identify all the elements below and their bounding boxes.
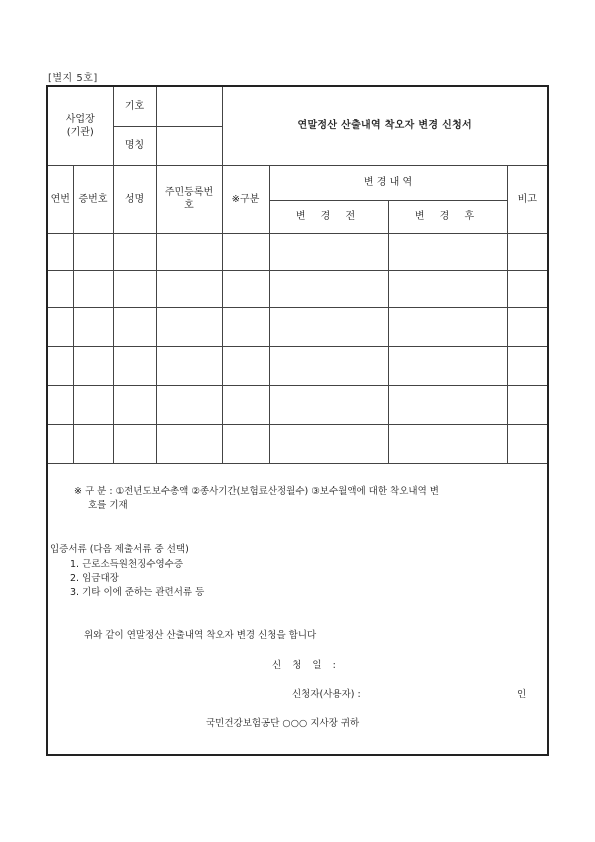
cell-type[interactable] [222, 385, 269, 424]
cell-rrn[interactable] [156, 346, 222, 385]
table-row [48, 270, 547, 307]
cell-after[interactable] [388, 270, 507, 307]
cell-type[interactable] [222, 307, 269, 346]
cell-before[interactable] [269, 233, 388, 270]
cell-rrn[interactable] [156, 424, 222, 463]
name-label: 명칭 [113, 126, 156, 165]
list-item: 2. 임금대장 [70, 573, 119, 584]
application-date-label: 신 청 일 : [272, 660, 340, 671]
cell-after[interactable] [388, 385, 507, 424]
cell-seq[interactable] [48, 270, 73, 307]
cell-rrn[interactable] [156, 307, 222, 346]
cell-type[interactable] [222, 233, 269, 270]
cell-seq[interactable] [48, 424, 73, 463]
cell-rrn[interactable] [156, 270, 222, 307]
cell-before[interactable] [269, 307, 388, 346]
cell-before[interactable] [269, 346, 388, 385]
code-value[interactable] [156, 87, 222, 126]
cell-type[interactable] [222, 424, 269, 463]
col-type: ※구분 [222, 165, 269, 233]
type-legend-line1: ※ 구 분 : ①전년도보수총액 ②종사기간(보험료산정월수) ③보수월액에 대한 착오내역 변 [74, 486, 439, 497]
table-row [48, 385, 547, 424]
cell-type[interactable] [222, 346, 269, 385]
addressee: 국민건강보험공단 ○○○ 지사장 귀하 [206, 718, 360, 729]
cell-rrn[interactable] [156, 385, 222, 424]
form-table [48, 87, 547, 464]
cell-name[interactable] [113, 385, 156, 424]
cell-cert[interactable] [73, 346, 113, 385]
table-row [48, 346, 547, 385]
col-after: 변 경 후 [388, 200, 507, 233]
cell-name[interactable] [113, 307, 156, 346]
applicant-label: 신청자(사용자) : [292, 689, 361, 700]
workplace-label-cell [48, 87, 113, 165]
cell-remarks[interactable] [507, 270, 547, 307]
cell-after[interactable] [388, 307, 507, 346]
cell-remarks[interactable] [507, 385, 547, 424]
cell-remarks[interactable] [507, 307, 547, 346]
cell-rrn[interactable] [156, 233, 222, 270]
table-row [48, 424, 547, 463]
cell-after[interactable] [388, 233, 507, 270]
code-label: 기호 [113, 87, 156, 126]
type-legend [74, 485, 540, 513]
seal-label: 인 [517, 689, 527, 700]
cell-remarks[interactable] [507, 424, 547, 463]
cell-seq[interactable] [48, 233, 73, 270]
table-row [48, 307, 547, 346]
col-before: 변 경 전 [269, 200, 388, 233]
cell-name[interactable] [113, 233, 156, 270]
col-changes: 변 경 내 역 [269, 165, 507, 200]
cell-remarks[interactable] [507, 346, 547, 385]
cell-cert[interactable] [73, 233, 113, 270]
col-cert: 증번호 [73, 165, 113, 233]
cell-after[interactable] [388, 424, 507, 463]
col-seq: 연번 [48, 165, 73, 233]
col-name: 성명 [113, 165, 156, 233]
cell-type[interactable] [222, 270, 269, 307]
cell-seq[interactable] [48, 346, 73, 385]
supporting-docs-list [70, 558, 204, 600]
list-item: 3. 기타 이에 준하는 관련서류 등 [70, 587, 205, 598]
workplace-label-sub: (기관) [66, 126, 94, 138]
supporting-docs-title: 입증서류 (다음 제출서류 중 선택) [50, 544, 189, 555]
cell-cert[interactable] [73, 424, 113, 463]
cell-seq[interactable] [48, 385, 73, 424]
table-row [48, 233, 547, 270]
cell-name[interactable] [113, 424, 156, 463]
name-value[interactable] [156, 126, 222, 165]
workplace-label: 사업장 [65, 113, 95, 125]
col-rrn: 주민등록번호 [156, 165, 222, 233]
cell-before[interactable] [269, 385, 388, 424]
cell-cert[interactable] [73, 270, 113, 307]
cell-seq[interactable] [48, 307, 73, 346]
cell-before[interactable] [269, 270, 388, 307]
cell-after[interactable] [388, 346, 507, 385]
cell-name[interactable] [113, 270, 156, 307]
col-remarks: 비고 [507, 165, 547, 233]
list-item: 1. 근로소득원천징수영수증 [70, 559, 184, 570]
cell-cert[interactable] [73, 307, 113, 346]
form-title: 연말정산 산출내역 착오자 변경 신청서 [222, 87, 547, 165]
cell-before[interactable] [269, 424, 388, 463]
application-statement: 위와 같이 연말정산 산출내역 착오자 변경 신청을 합니다 [84, 630, 317, 641]
cell-cert[interactable] [73, 385, 113, 424]
type-legend-line2: 호를 기재 [88, 500, 128, 511]
cell-name[interactable] [113, 346, 156, 385]
form-number: [별지 5호] [48, 73, 98, 84]
application-form [46, 85, 549, 756]
cell-remarks[interactable] [507, 233, 547, 270]
